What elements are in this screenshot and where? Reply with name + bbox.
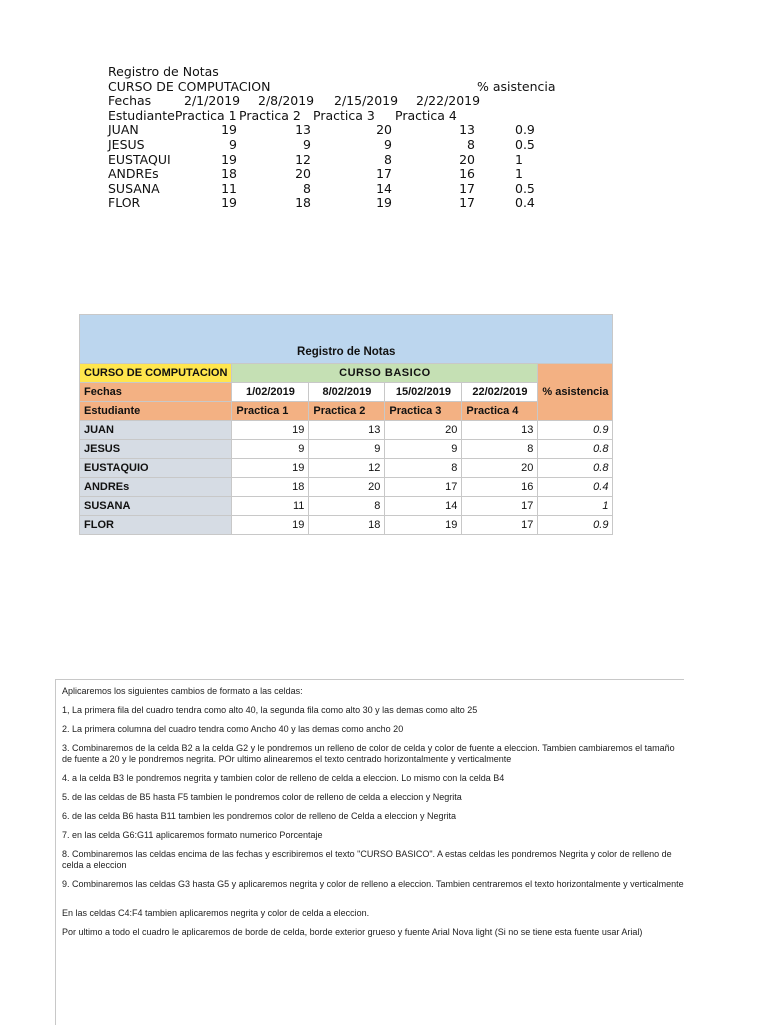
instructions-box [55,679,684,1025]
plain-score: 19 [221,122,237,138]
plain-score: 8 [303,180,311,196]
plain-data-row [108,153,568,168]
score-cell: 13 [309,421,385,440]
plain-date: 2/15/2019 [334,93,399,109]
table-row [80,459,613,478]
plain-data-row [108,123,568,138]
table-row [80,516,613,535]
student-name-cell: SUSANA [80,497,232,516]
plain-score: 20 [376,122,392,138]
plain-practica: Practica 4 [395,107,457,123]
plain-title-row [108,65,568,80]
plain-score: 9 [303,136,311,152]
plain-score: 17 [459,180,475,196]
plain-student-name: JUAN [108,122,139,138]
course-cell: CURSO DE COMPUTACION [80,364,232,383]
estudiante-label-cell: Estudiante [80,402,232,421]
unformatted-data-block [108,65,568,211]
instruction-line: 4. a la celda B3 le pondremos negrita y tambien color de relleno de celda a eleccion. Lo mismo con la celda B4 [62,773,505,783]
practica-header-cell: Practica 4 [462,402,538,421]
plain-score: 13 [295,122,311,138]
percent-cell: 0.8 [538,459,613,478]
date-cell: 15/02/2019 [385,383,462,402]
instruction-line: Aplicaremos los siguientes cambios de formato a las celdas: [62,686,303,696]
score-cell: 20 [385,421,462,440]
plain-percent: 1 [515,151,523,167]
plain-score: 18 [295,195,311,211]
table-row [80,478,613,497]
instruction-line: 2. La primera columna del cuadro tendra como Ancho 40 y las demas como ancho 20 [62,724,404,734]
score-cell: 17 [385,478,462,497]
plain-score: 17 [459,195,475,211]
instruction-line: 5. de las celdas de B5 hasta F5 tambien le pondremos color de relleno de celda a eleccion y Negrita [62,792,462,802]
plain-student-name: EUSTAQUI [108,151,171,167]
plain-course: CURSO DE COMPUTACION [108,78,271,94]
instruction-line: 9. Combinaremos las celdas G3 hasta G5 y aplicaremos negrita y color de relleno a eleccion. Tambien centraremos el texto horizontalmente y verticalmente [62,879,684,889]
plain-data-row [108,196,568,211]
score-cell: 12 [309,459,385,478]
plain-score: 20 [295,166,311,182]
table-row [80,440,613,459]
student-name-cell: FLOR [80,516,232,535]
table-body [80,421,613,535]
practica-header-cell: Practica 1 [232,402,309,421]
score-cell: 9 [309,440,385,459]
instruction-line: 3. Combinaremos de la celda B2 a la celda G2 y le pondremos un relleno de color de celda y color de fuente a eleccion. Tambien cambiaremos el tamaño de fuente a 20 y le pondremos negrita. POr ultimo alinearemos el texto centrado horizontalmente y verticalmente [62,743,675,764]
plain-data-row [108,138,568,153]
percent-cell: 0.9 [538,516,613,535]
score-cell: 20 [309,478,385,497]
asistencia-header-cell: % asistencia [538,364,613,421]
fechas-label-cell: Fechas [80,383,232,402]
plain-score: 16 [459,166,475,182]
score-cell: 14 [385,497,462,516]
score-cell: 9 [232,440,309,459]
plain-date: 2/1/2019 [184,93,241,109]
plain-asistencia-header: % asistencia [477,78,556,94]
plain-title: Registro de Notas [108,64,219,79]
plain-percent: 0.4 [515,195,535,211]
plain-student-name: ANDREs [108,166,159,182]
plain-fechas-label: Fechas [108,93,152,109]
score-cell: 9 [385,440,462,459]
plain-score: 20 [459,151,475,167]
plain-score: 17 [376,166,392,182]
plain-score: 11 [221,180,237,196]
plain-data-rows [108,123,568,211]
date-cell: 22/02/2019 [462,383,538,402]
score-cell: 19 [232,516,309,535]
plain-estudiante-practica: EstudiantePractica 1 [108,107,237,123]
plain-student-name: JESUS [108,136,145,152]
score-cell: 19 [385,516,462,535]
student-name-cell: EUSTAQUIO [80,459,232,478]
student-name-cell: ANDREs [80,478,232,497]
plain-date: 2/8/2019 [258,93,315,109]
instruction-line: 7. en las celda G6:G11 aplicaremos formato numerico Porcentaje [62,830,323,840]
score-cell: 8 [309,497,385,516]
instruction-line: En las celdas C4:F4 tambien aplicaremos negrita y color de celda a eleccion. [62,908,370,918]
plain-score: 14 [376,180,392,196]
plain-practica: Practica 2 [239,107,301,123]
plain-score: 19 [221,195,237,211]
practica-header-cell: Practica 3 [385,402,462,421]
plain-score: 8 [467,136,475,152]
date-cell: 1/02/2019 [232,383,309,402]
plain-score: 19 [376,195,392,211]
score-cell: 17 [462,497,538,516]
table-row [80,497,613,516]
table-title: Registro de Notas [80,315,613,364]
score-cell: 8 [462,440,538,459]
percent-cell: 0.8 [538,440,613,459]
plain-data-row [108,182,568,197]
date-cell: 8/02/2019 [309,383,385,402]
table-row [80,421,613,440]
plain-practica: Practica 3 [313,107,375,123]
plain-percent: 0.9 [515,122,535,138]
plain-score: 8 [384,151,392,167]
instruction-line: 8. Combinaremos las celdas encima de las fechas y escribiremos el texto "CURSO BASICO". A estas celdas les pondremos Negrita y color de relleno de celda a eleccion [62,849,672,870]
plain-score: 9 [384,136,392,152]
plain-percent: 0.5 [515,136,535,152]
instruction-line: 6. de las celda B6 hasta B11 tambien les pondremos color de relleno de Celda a eleccion y Negrita [62,811,457,821]
instruction-line: Por ultimo a todo el cuadro le aplicaremos de borde de celda, borde exterior grueso y fuente Arial Nova light (Si no se tiene esta fuente usar Arial) [62,927,643,937]
plain-percent: 0.5 [515,180,535,196]
score-cell: 19 [232,421,309,440]
student-name-cell: JESUS [80,440,232,459]
practica-header-cell: Practica 2 [309,402,385,421]
plain-date: 2/22/2019 [416,93,481,109]
plain-score: 9 [229,136,237,152]
percent-cell: 0.9 [538,421,613,440]
score-cell: 11 [232,497,309,516]
score-cell: 19 [232,459,309,478]
plain-student-name: FLOR [108,195,141,211]
plain-score: 13 [459,122,475,138]
score-cell: 8 [385,459,462,478]
plain-data-row [108,167,568,182]
score-cell: 20 [462,459,538,478]
score-cell: 18 [309,516,385,535]
plain-dates-row [108,94,568,109]
score-cell: 18 [232,478,309,497]
plain-score: 12 [295,151,311,167]
plain-score: 18 [221,166,237,182]
score-cell: 13 [462,421,538,440]
curso-basico-cell: CURSO BASICO [232,364,538,383]
plain-student-name: SUSANA [108,180,160,196]
student-name-cell: JUAN [80,421,232,440]
plain-score: 19 [221,151,237,167]
instruction-line: 1, La primera fila del cuadro tendra como alto 40, la segunda fila como alto 30 y las demas como alto 25 [62,705,478,715]
plain-header-row [108,109,568,124]
percent-cell: 1 [538,497,613,516]
score-cell: 16 [462,478,538,497]
plain-percent: 1 [515,166,523,182]
score-cell: 17 [462,516,538,535]
plain-course-row [108,80,568,95]
formatted-grade-table [79,314,613,535]
percent-cell: 0.4 [538,478,613,497]
